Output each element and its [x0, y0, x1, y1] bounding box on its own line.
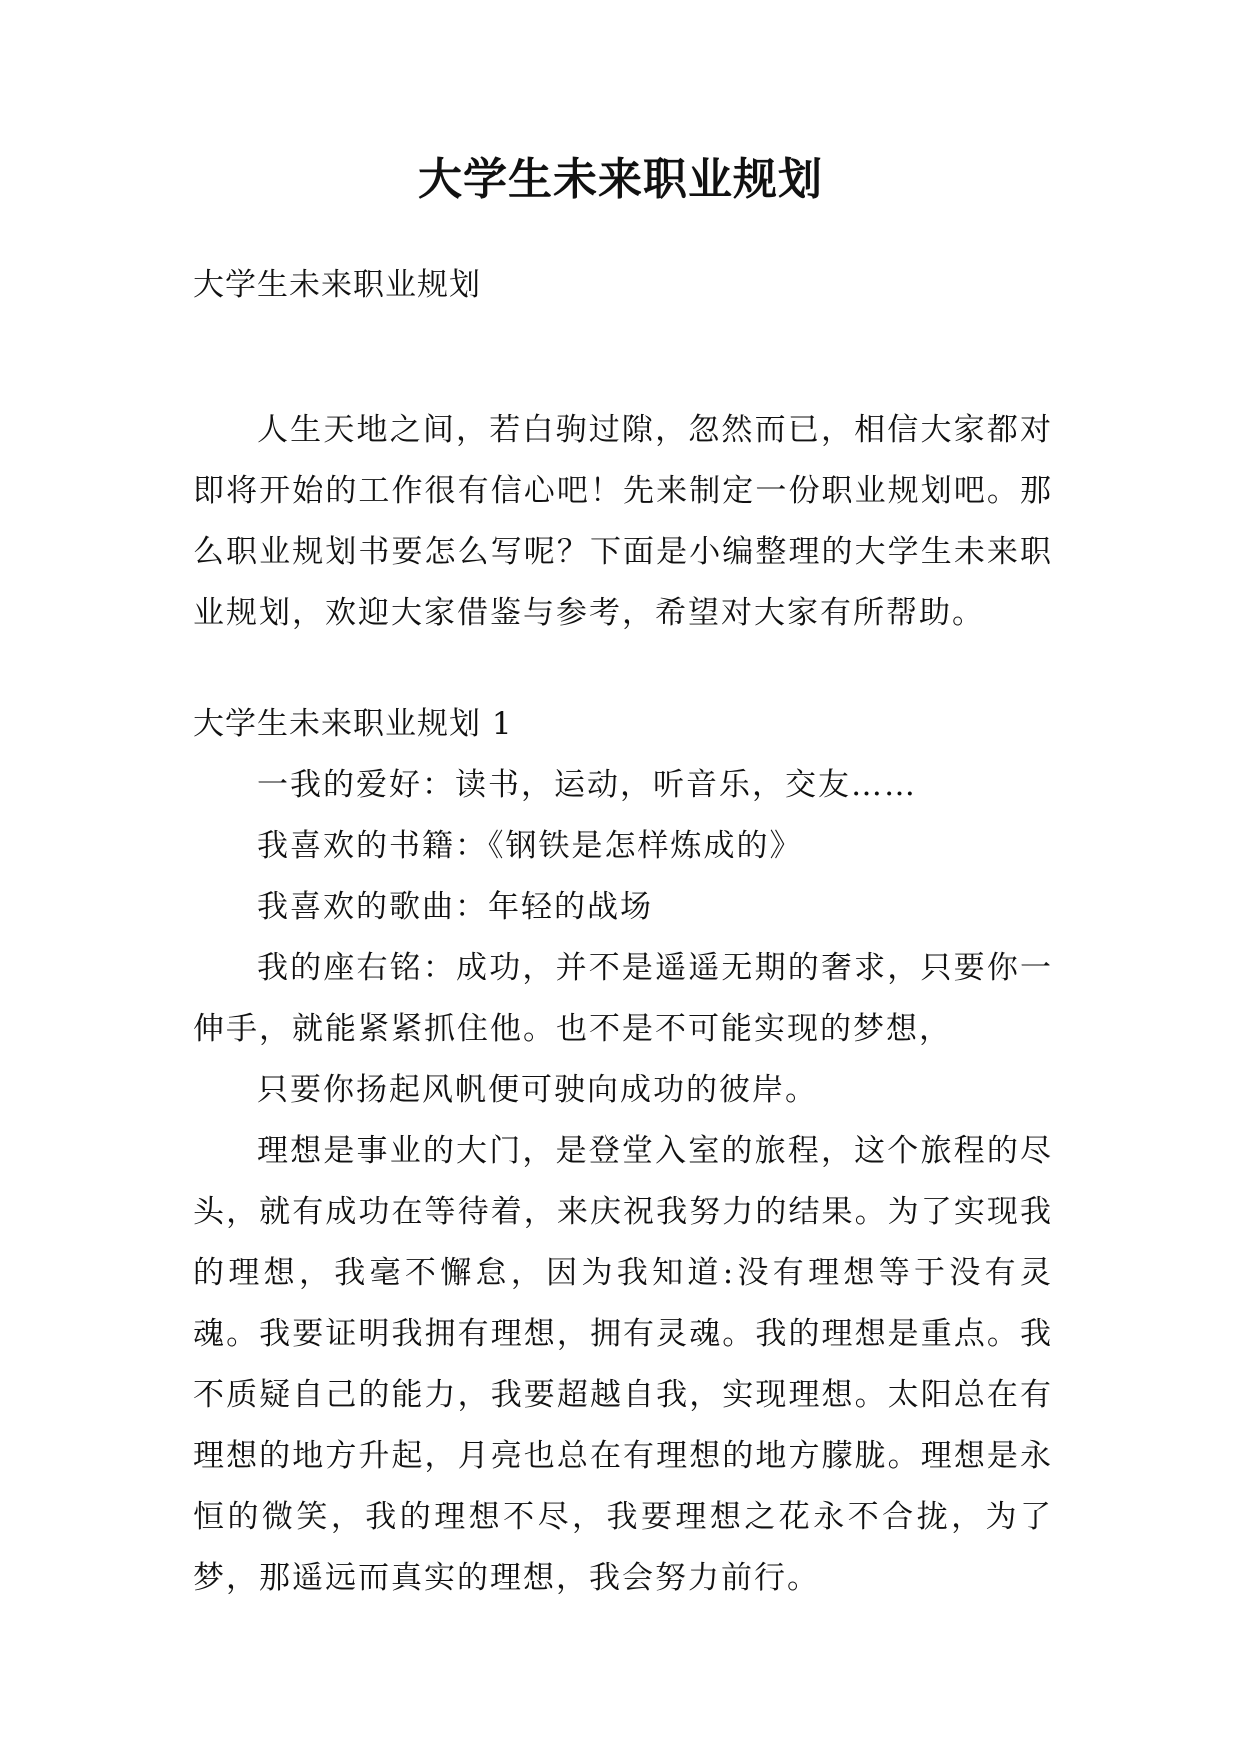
intro-paragraph: 人生天地之间，若白驹过隙，忽然而已，相信大家都对即将开始的工作很有信心吧！先来制定一份职业规划吧。那么职业规划书要怎么写呢？下面是小编整理的大学生未来职业规划，欢迎大家借鉴与参考，希望对大家有所帮助。: [193, 412, 1053, 631]
paragraph-ideal: 理想是事业的大门，是登堂入室的旅程，这个旅程的尽头，就有成功在等待着，来庆祝我努力的结果。为了实现我的理想，我毫不懈怠，因为我知道:没有理想等于没有灵魂。我要证明我拥有理想，拥有灵魂。我的理想是重点。我不质疑自己的能力，我要超越自我，实现理想。太阳总在有理想的地方升起，月亮也总在有理想的地方朦胧。理想是永恒的微笑，我的理想不尽，我要理想之花永不合拢，为了梦，那遥远而真实的理想，我会努力前行。: [193, 1133, 1053, 1596]
paragraph-motto-continued: 只要你扬起风帆便可驶向成功的彼岸。: [257, 1072, 818, 1108]
paragraph-motto: 我的座右铭：成功，并不是遥遥无期的奢求，只要你一伸手，就能紧紧抓住他。也不是不可能实现的梦想，: [193, 950, 1053, 1047]
paragraph-favorite-song: 我喜欢的歌曲：年轻的战场: [257, 889, 653, 925]
document-subtitle: 大学生未来职业规划: [193, 267, 481, 303]
section-1: [193, 694, 1053, 1609]
document-title: 大学生未来职业规划: [418, 154, 823, 205]
paragraph-favorite-book: 我喜欢的书籍：《钢铁是怎样炼成的》: [257, 828, 803, 864]
section-heading: 大学生未来职业规划 1: [193, 706, 513, 742]
paragraph-hobbies: 一我的爱好：读书，运动，听音乐，交友……: [257, 767, 917, 803]
